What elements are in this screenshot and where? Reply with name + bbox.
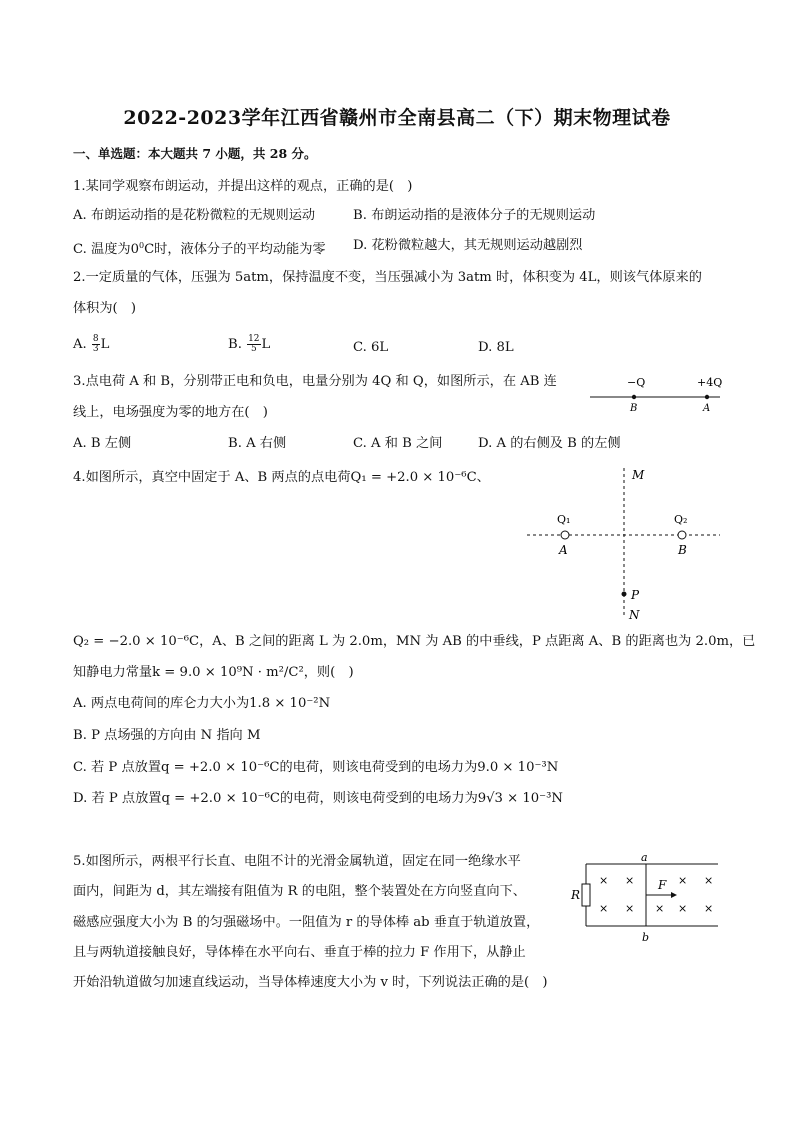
section-heading: 一、单选题：本大题共 7 小题，共 28 分。 xyxy=(73,146,317,161)
q1-option-d: D. 花粉微粒越大，其无规则运动越剧烈 xyxy=(353,238,583,253)
q4-stem-line2: Q₂ = −2.0 × 10⁻⁶C，A、B 之间的距离 L 为 2.0m，MN 为 AB 的中垂线，P 点距离 A、B 的距离也为 2.0m，已 xyxy=(73,634,756,649)
q2-option-c: C. 6L xyxy=(353,340,389,355)
q3-option-c: C. A 和 B 之间 xyxy=(353,436,443,451)
field-cross-icon: × xyxy=(655,902,665,915)
field-cross-icon: × xyxy=(704,874,714,887)
q2-option-b xyxy=(228,335,270,355)
q4-label-a: A xyxy=(559,543,568,557)
q3-stem-line2: 线上，电场强度为零的地方在( ) xyxy=(73,405,268,420)
q3-label-plus-4q: +4Q xyxy=(697,376,723,389)
fraction-denominator: 3 xyxy=(92,344,99,354)
q5-force-arrowhead xyxy=(671,892,677,898)
q1-option-c-unit: C xyxy=(144,242,155,257)
q5-resistor xyxy=(582,884,590,906)
q5-label-r: R xyxy=(571,888,581,902)
q1-stem: 1.某同学观察布朗运动，并提出这样的观点，正确的是( ) xyxy=(73,179,413,194)
q1-option-c-pre: C. 温度为0 xyxy=(73,242,139,257)
q2-option-b-prefix: B. xyxy=(228,337,247,352)
fraction-numerator: 12 xyxy=(248,334,260,344)
q4-label-q1: Q₁ xyxy=(557,513,571,526)
q3-charge-b xyxy=(632,395,636,399)
q4-label-p: P xyxy=(631,588,640,602)
q2-option-b-fraction xyxy=(247,335,260,354)
q3-charge-a xyxy=(705,395,709,399)
q3-stem-line1: 3.点电荷 A 和 B，分别带正电和负电，电量分别为 4Q 和 Q，如图所示，在 AB 连 xyxy=(73,374,557,389)
q5-label-f: F xyxy=(658,878,667,892)
page-title: 2022-2023学年江西省赣州市全南县高二（下）期末物理试卷 xyxy=(123,107,671,129)
field-cross-icon: × xyxy=(599,874,609,887)
q4-option-a: A. 两点电荷间的库仑力大小为1.8 × 10⁻²N xyxy=(73,696,331,711)
q5-stem-line2: 面内，间距为 d，其左端接有阻值为 R 的电阻，整个装置处在方向竖直向下、 xyxy=(73,884,526,899)
q4-label-b: B xyxy=(678,543,687,557)
q3-option-d: D. A 的右侧及 B 的左侧 xyxy=(478,436,621,451)
q4-stem-line1: 4.如图所示，真空中固定于 A、B 两点的点电荷Q₁ = +2.0 × 10⁻⁶C、 xyxy=(73,470,490,485)
q4-charge-q1 xyxy=(561,531,569,539)
q4-label-q2: Q₂ xyxy=(674,513,688,526)
q2-option-a-unit: L xyxy=(100,337,110,352)
q1-option-b: B. 布朗运动指的是液体分子的无规则运动 xyxy=(353,208,596,223)
field-cross-icon: × xyxy=(704,902,714,915)
q1-option-a: A. 布朗运动指的是花粉微粒的无规则运动 xyxy=(73,208,316,223)
q5-label-a: a xyxy=(641,851,648,864)
q3-label-minus-q: −Q xyxy=(627,376,646,389)
fraction-numerator: 8 xyxy=(92,334,99,344)
q4-option-c: C. 若 P 点放置q = +2.0 × 10⁻⁶C的电荷，则该电荷受到的电场力为9.0 × 10⁻³N xyxy=(73,760,559,775)
q4-point-p xyxy=(622,592,627,597)
q4-label-m: M xyxy=(632,468,645,482)
field-cross-icon: × xyxy=(625,902,635,915)
field-cross-icon: × xyxy=(599,902,609,915)
q2-option-a-prefix: A. xyxy=(73,337,91,352)
q5-stem-line3: 磁感应强度大小为 B 的匀强磁场中。一阻值为 r 的导体棒 ab 垂直于轨道放置， xyxy=(73,915,540,930)
q3-option-a: A. B 左侧 xyxy=(73,436,132,451)
q5-label-b: b xyxy=(642,931,650,944)
q3-option-b: B. A 右侧 xyxy=(228,436,287,451)
q5-stem-line5: 开始沿轨道做匀加速直线运动，当导体棒速度大小为 v 时，下列说法正确的是( ) xyxy=(73,975,548,990)
q1-option-c-post: 时，液体分子的平均动能为零 xyxy=(154,242,326,257)
q4-option-b: B. P 点场强的方向由 N 指向 M xyxy=(73,728,261,743)
q2-option-d: D. 8L xyxy=(478,340,514,355)
field-cross-icon: × xyxy=(678,874,688,887)
q4-option-d: D. 若 P 点放置q = +2.0 × 10⁻⁶C的电荷，则该电荷受到的电场力为9√3 × 10⁻³N xyxy=(73,791,563,806)
q3-label-b: B xyxy=(630,403,638,414)
q4-stem-line3: 知静电力常量k = 9.0 × 10⁹N · m²/C²，则( ) xyxy=(73,665,354,680)
q5-figure xyxy=(566,850,724,945)
q4-label-n: N xyxy=(629,608,640,622)
q3-label-a: A xyxy=(703,403,711,414)
q2-option-a-fraction xyxy=(92,335,100,354)
q4-charge-q2 xyxy=(678,531,686,539)
q2-option-b-unit: L xyxy=(261,337,271,352)
q1-option-c xyxy=(73,236,326,260)
q2-stem-line1: 2.一定质量的气体，压强为 5atm，保持温度不变，当压强减小为 3atm 时，体积变为 4L，则该气体原来的 xyxy=(73,270,702,285)
q2-option-a xyxy=(73,335,109,355)
q3-figure xyxy=(585,370,725,415)
field-cross-icon: × xyxy=(625,874,635,887)
field-cross-icon: × xyxy=(678,902,688,915)
q5-stem-line4: 且与两轨道接触良好，导体棒在水平向右、垂直于棒的拉力 F 作用下，从静止 xyxy=(73,945,526,960)
q4-figure xyxy=(525,465,725,625)
q2-stem-line2: 体积为( ) xyxy=(73,301,137,316)
q1-option-c-sup: 0 xyxy=(138,241,145,250)
fraction-denominator: 5 xyxy=(250,344,257,354)
q5-stem-line1: 5.如图所示，两根平行长直、电阻不计的光滑金属轨道，固定在同一绝缘水平 xyxy=(73,854,521,869)
